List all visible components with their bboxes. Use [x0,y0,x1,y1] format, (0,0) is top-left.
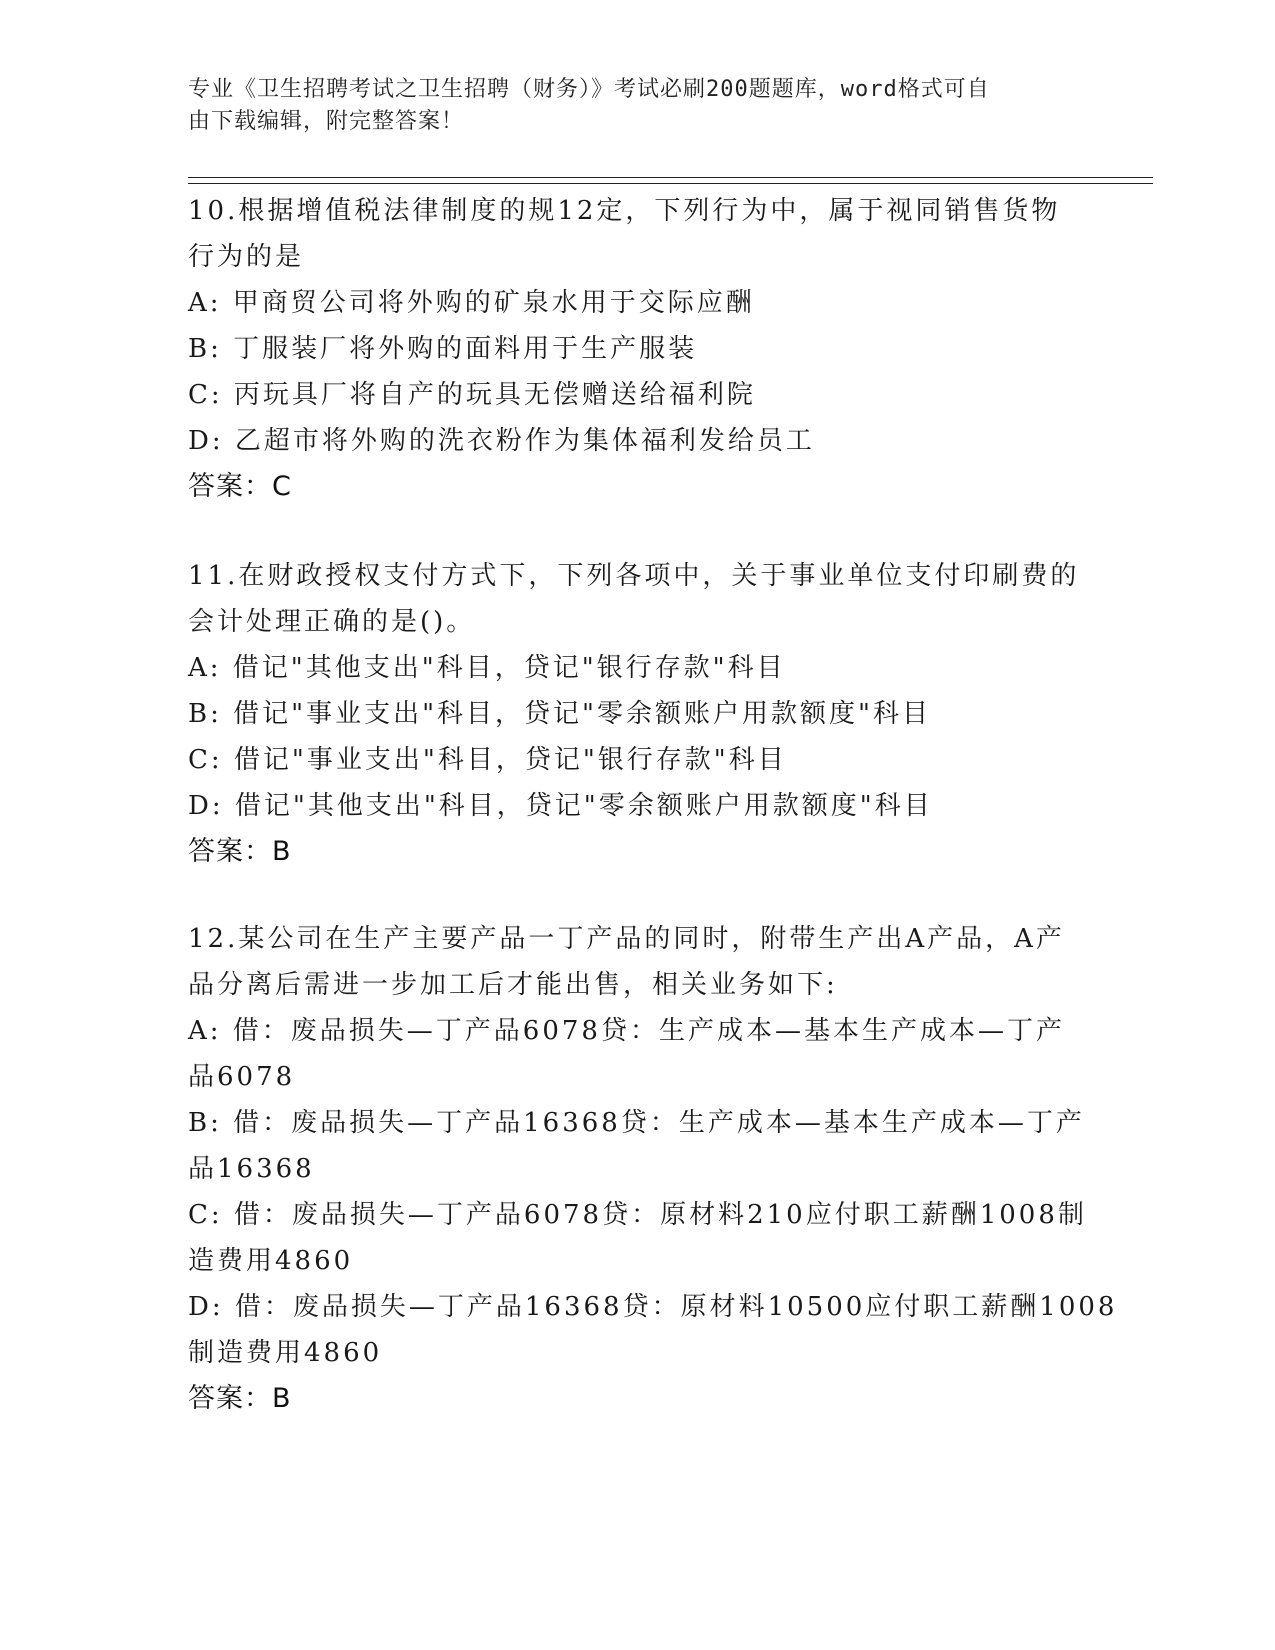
question-stem-line: 12.某公司在生产主要产品一丁产品的同时，附带生产出A产品，A产 [188,924,1065,954]
option-b: B: 丁服装厂将外购的面料用于生产服装 [188,334,698,364]
question-stem-line: 会计处理正确的是()。 [188,607,476,637]
option-d: D: 借：废品损失—丁产品16368贷：原材料10500应付职工薪酬1008 [188,1292,1118,1322]
question-stem-line: 11.在财政授权支付方式下，下列各项中，关于事业单位支付印刷费的 [188,561,1080,591]
option-c: C: 丙玩具厂将自产的玩具无偿赠送给福利院 [188,380,756,410]
option-d-continued: 制造费用4860 [188,1338,383,1368]
question-stem-line: 行为的是 [188,242,305,272]
answer-line: 答案：C [188,471,292,502]
answer-line: 答案：B [188,836,292,867]
header-divider-bottom [188,183,1153,184]
question-stem-line: 品分离后需进一步加工后才能出售，相关业务如下: [188,970,838,1000]
answer-line: 答案：B [188,1383,292,1414]
option-d: D: 乙超市将外购的洗衣粉作为集体福利发给员工 [188,426,815,456]
option-c: C: 借记"事业支出"科目，贷记"银行存款"科目 [188,745,787,775]
document-header [188,74,1068,138]
option-c-continued: 造费用4860 [188,1246,354,1276]
option-a-continued: 品6078 [188,1062,296,1092]
option-b-continued: 品16368 [188,1154,315,1184]
option-a: A: 借记"其他支出"科目，贷记"银行存款"科目 [188,653,786,683]
header-line-1: 专业《卫生招聘考试之卫生招聘（财务）》考试必刷200题题库，word格式可自 [188,77,990,102]
option-c: C: 借：废品损失—丁产品6078贷：原材料210应付职工薪酬1008制 [188,1200,1087,1230]
header-divider-top [188,177,1153,178]
question-12 [188,916,1118,1422]
option-b: B: 借：废品损失—丁产品16368贷：生产成本—基本生产成本—丁产 [188,1108,1085,1138]
option-b: B: 借记"事业支出"科目，贷记"零余额账户用款额度"科目 [188,699,931,729]
option-d: D: 借记"其他支出"科目，贷记"零余额账户用款额度"科目 [188,791,933,821]
option-a: A: 借：废品损失—丁产品6078贷：生产成本—基本生产成本—丁产 [188,1016,1065,1046]
question-stem-line: 10.根据增值税法律制度的规12定，下列行为中，属于视同销售货物 [188,196,1061,226]
option-a: A: 甲商贸公司将外购的矿泉水用于交际应酬 [188,288,755,318]
question-11 [188,553,1088,875]
question-10 [188,188,1088,510]
header-line-2: 由下载编辑，附完整答案！ [188,109,465,134]
